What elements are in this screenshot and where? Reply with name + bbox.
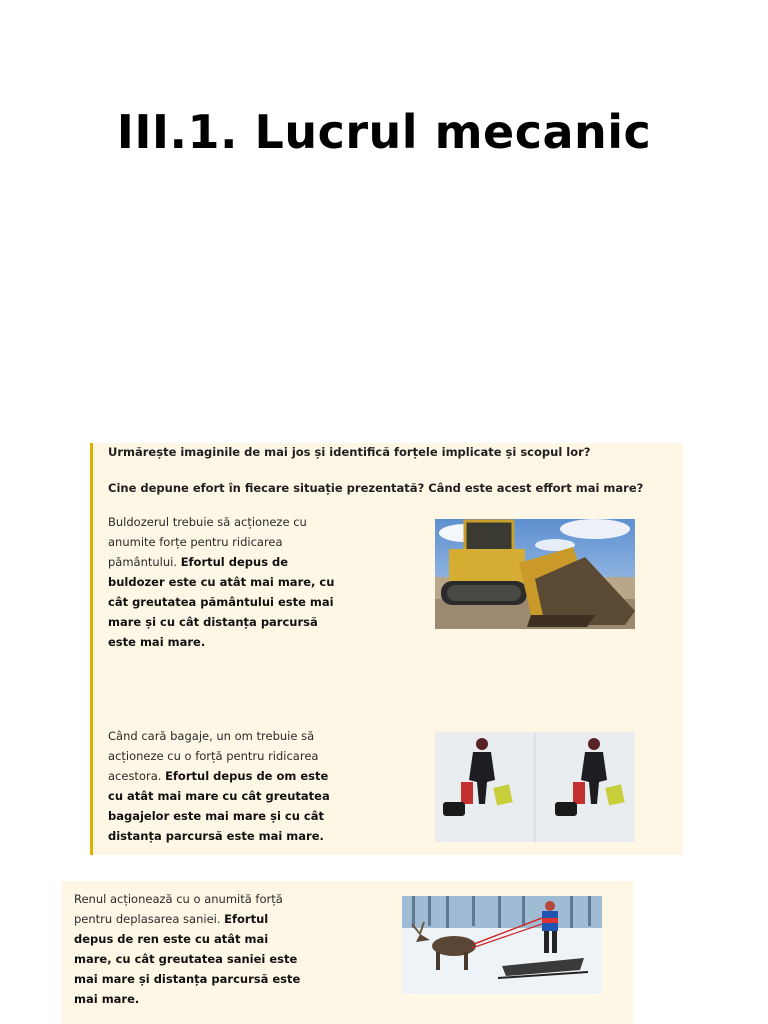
luggage-effort-text: Efortul depus de om este cu atât mai mare cu cât greutatea bagajelor este mai mare și cu cât distanța parcursă este mai mare. <box>108 769 330 843</box>
reindeer-text: Renul acționează cu o anumită forță pentru deplasarea saniei. <box>74 892 283 926</box>
luggage-text: Când cară bagaje, un om trebuie să acționeze cu o forță pentru ridicarea acestora. <box>108 729 319 783</box>
page-title: III.1. Lucrul mecanic <box>116 105 652 159</box>
reindeer-sled-image <box>402 896 602 994</box>
reindeer-panel <box>62 881 633 1024</box>
luggage-image <box>435 732 635 842</box>
reindeer-paragraph <box>74 889 304 1009</box>
bulldozer-paragraph <box>108 512 338 652</box>
luggage-paragraph <box>108 726 338 846</box>
question-2: Cine depune efort în fiecare situație prezentată? Când este acest effort mai mare? <box>108 481 644 495</box>
bulldozer-image <box>435 519 635 629</box>
bulldozer-effort-text: Efortul depus de buldozer este cu atât mai mare, cu cât greutatea pământului este mai mare și cu cât distanța parcursă este mai mare. <box>108 555 335 649</box>
exercise-panel <box>90 443 683 855</box>
reindeer-effort-text: Efortul depus de ren este cu atât mai mare, cu cât greutatea saniei este mai mare și distanța parcursă este mai mare. <box>74 912 301 1006</box>
question-1: Urmărește imaginile de mai jos și identifică forțele implicate și scopul lor? <box>108 445 591 459</box>
bulldozer-text: Buldozerul trebuie să acționeze cu anumite forțe pentru ridicarea pământului. <box>108 515 307 569</box>
